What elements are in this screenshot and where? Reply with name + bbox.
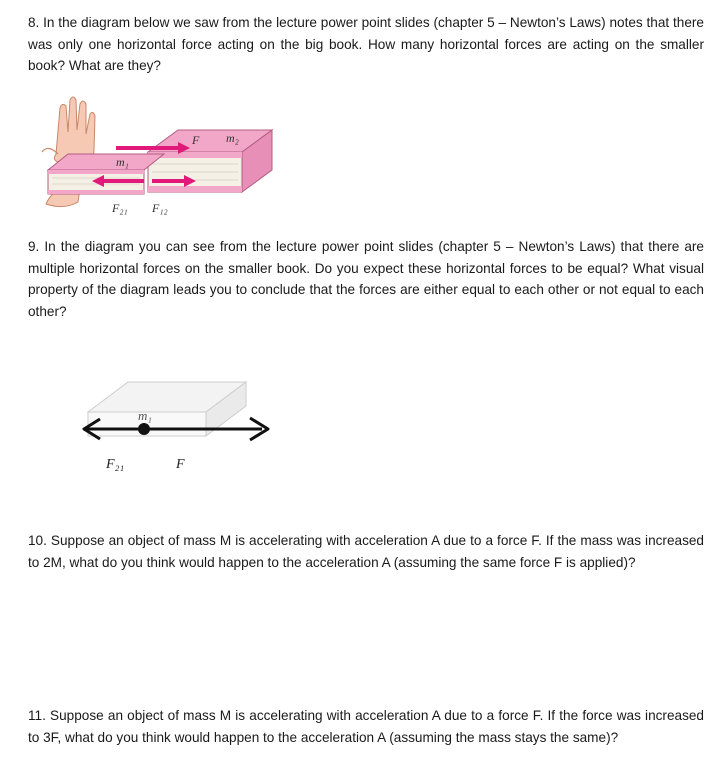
two-books-force-diagram — [28, 92, 288, 222]
question-11: 11. Suppose an object of mass M is accelerating with acceleration A due to a force F. If the force was increased to 3F, what do you think would happen to the acceleration A (assuming the mass stays the same)? — [28, 708, 704, 745]
single-book-force-diagram — [78, 370, 288, 485]
question-9: 9. In the diagram you can see from the lecture power point slides (chapter 5 – Newton’s Laws) that there are multiple horizontal forces on the smaller book. Do you expect these horizontal forces to be equal? What visual property of the diagram leads you to conclude that the forces are either equal to each other or not equal to each other? — [28, 239, 704, 319]
big-book-label: m₂ — [226, 131, 239, 145]
book-label: m₁ — [138, 408, 152, 423]
small-book-label: m₁ — [116, 155, 129, 169]
question-8: 8. In the diagram below we saw from the lecture power point slides (chapter 5 – Newton’s Laws) notes that there was only one horizontal force acting on the big book. How many horizontal forces are acting on the smaller book? What are they? — [28, 15, 704, 73]
force-21-label: F₂₁ — [112, 201, 128, 215]
force-label: F — [176, 457, 185, 472]
force-12-label: F₁₂ — [152, 201, 168, 215]
center-point — [138, 423, 150, 435]
question-10: 10. Suppose an object of mass M is accelerating with acceleration A due to a force F. If the mass was increased to 2M, what do you think would happen to the acceleration A (assuming the same force F is applied)? — [28, 533, 704, 570]
force-21-label: F₂₁ — [106, 457, 125, 472]
force-push-label: F — [192, 133, 200, 147]
small-book — [48, 154, 164, 194]
